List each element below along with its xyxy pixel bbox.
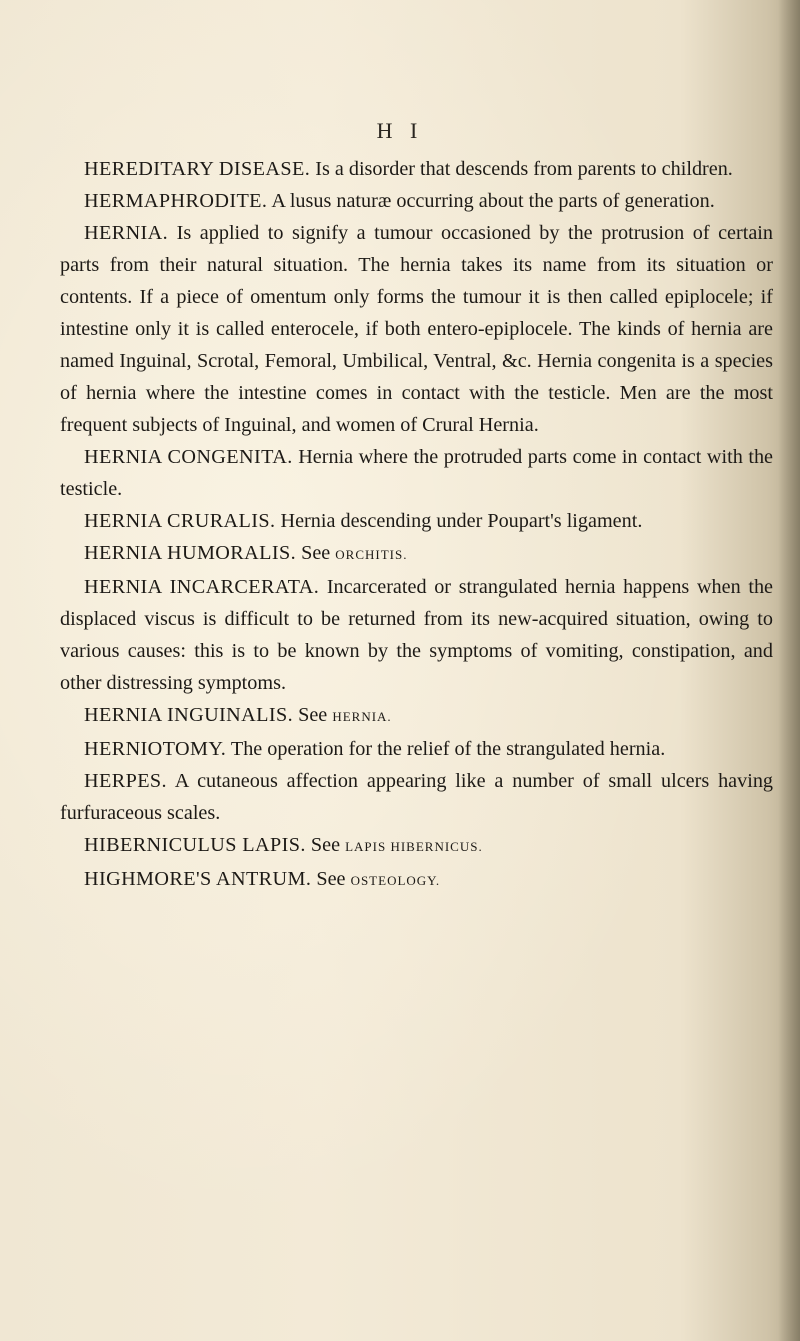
entry-hernia-humoralis bbox=[60, 537, 773, 571]
cross-reference: HERNIA. bbox=[332, 709, 392, 724]
entry-herniotomy bbox=[60, 733, 773, 765]
entry-definition: A lusus naturæ occurring about the parts of generation. bbox=[271, 190, 715, 212]
entry-headword: HIBERNICULUS LAPIS. bbox=[84, 834, 306, 856]
entry-hernia-cruralis bbox=[60, 505, 773, 537]
entry-headword: HERNIA INGUINALIS. bbox=[84, 704, 294, 726]
see-label: See bbox=[298, 704, 328, 726]
entry-headword: HERMAPHRODITE. bbox=[84, 190, 268, 212]
entry-definition: Is applied to signify a tumour occasioned by the protrusion of certain parts from their natural situation. The hernia takes its name from its situation or contents. If a piece of omentum only forms the tumour it is then called epiplocele; if intestine only it is called enterocele, if both entero-epiplocele. The kinds of hernia are named Inguinal, Scrotal, Femoral, Umbilical, Ventral, &c. Hernia congenita is a species of hernia where the intestine comes in contact with the testicle. Men are the most frequent subjects of Inguinal, and women of Crural Hernia. bbox=[60, 222, 774, 436]
cross-reference: LAPIS HIBERNICUS. bbox=[345, 839, 483, 854]
cross-reference: OSTEOLOGY. bbox=[350, 873, 441, 888]
entry-headword: HERNIA CONGENITA. bbox=[84, 446, 293, 468]
entry-hernia-inguinalis bbox=[60, 699, 773, 733]
entry-highmores-antrum bbox=[60, 863, 773, 897]
page-edge-shadow bbox=[778, 0, 800, 1341]
entry-headword: HERNIA HUMORALIS. bbox=[84, 542, 297, 564]
entry-headword: HERNIA CRURALIS. bbox=[84, 510, 276, 532]
page-header-letters: H I bbox=[376, 118, 424, 143]
entry-definition: The operation for the relief of the strangulated hernia. bbox=[230, 738, 666, 760]
entry-herpes bbox=[60, 765, 773, 829]
entry-headword: HERNIA INCARCERATA. bbox=[84, 576, 320, 598]
entry-definition: A cutaneous affection appearing like a number of small ulcers having furfuraceous scales. bbox=[60, 770, 774, 824]
see-label: See bbox=[316, 868, 346, 890]
entry-headword: HERPES. bbox=[84, 770, 168, 792]
cross-reference: ORCHITIS. bbox=[335, 547, 408, 562]
entry-hernia-congenita bbox=[60, 441, 773, 505]
entry-hernia-incarcerata bbox=[60, 571, 773, 699]
entry-headword: HIGHMORE'S ANTRUM. bbox=[84, 868, 312, 890]
entry-hernia bbox=[60, 217, 773, 441]
entry-hermaphrodite bbox=[60, 185, 773, 217]
entry-definition: Incarcerated or strangulated hernia happens when the displaced viscus is difficult to be returned from its new-acquired situation, owing to various causes: this is to be known by the symptoms of vomiting, constipation, and other distressing symptoms. bbox=[60, 576, 773, 694]
entry-hereditary-disease bbox=[60, 153, 773, 185]
entry-headword: HERNIA. bbox=[84, 222, 169, 244]
entry-headword: HEREDITARY DISEASE. bbox=[84, 158, 311, 180]
entry-definition: Is a disorder that descends from parents to children. bbox=[315, 158, 733, 180]
entry-definition: Hernia descending under Poupart's ligament. bbox=[280, 510, 643, 532]
see-label: See bbox=[301, 542, 331, 564]
see-label: See bbox=[310, 834, 341, 856]
entry-headword: HERNIOTOMY. bbox=[84, 738, 227, 760]
entry-definition: Hernia where the protruded parts come in contact with the testicle. bbox=[60, 446, 773, 500]
dictionary-text bbox=[60, 153, 773, 897]
entry-hiberniculus-lapis bbox=[60, 829, 773, 863]
